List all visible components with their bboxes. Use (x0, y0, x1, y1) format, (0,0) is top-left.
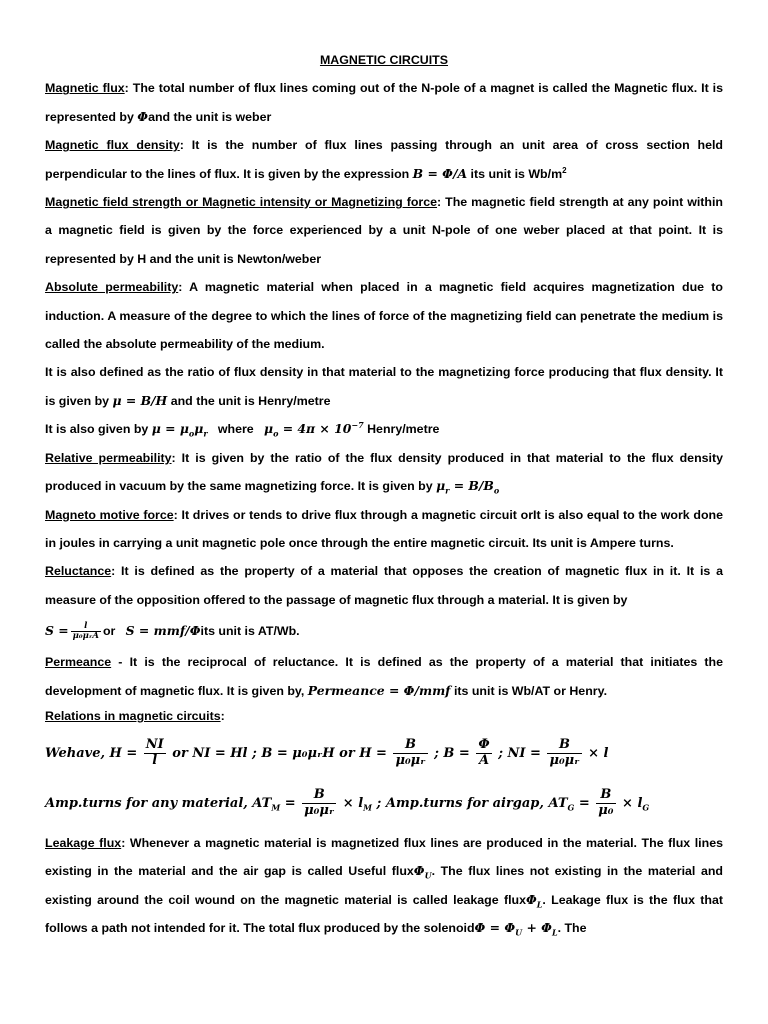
mmf-text: It drives or tends to drive flux through a magnetic circuit orIt is also equal to the work done in joules in carrying a unit magnetic pole once through the entire magnetic circuit. Its unit is Ampere turns. (45, 507, 723, 550)
term-reluctance: Reluctance (45, 564, 112, 579)
relative-permeability-paragraph: Relative permeability: It is given by the ratio of the flux density produced in that material to the flux density produced in vacuum by the same magnetizing force. It is given by $\mu_r = B/B_o$ (45, 450, 723, 496)
term-field-strength: Magnetic field strength or Magnetic intensity or Magnetizing force (45, 195, 438, 210)
term-leakage-flux: Leakage flux (45, 835, 122, 850)
leakage-flux-symbol: $\Phi_L$ (525, 891, 543, 910)
term-mmf: Magneto motive force (45, 507, 174, 522)
absolute-permeability-paragraph: Absolute permeability: A magnetic material when placed in a magnetic field acquires magnetization due to induction. A measure of the degree to which the lines of force of the magnetizing field can penetrate the medium is called the absolute permeability of the medium. (45, 280, 723, 352)
flux-density-unit-sup: 2 (562, 165, 567, 175)
abs-perm-alt-text: It is also given by (45, 422, 152, 437)
term-magnetic-flux: Magnetic flux (45, 81, 125, 96)
permeance-formula: Permeance = Φ/mmf (307, 682, 451, 698)
permeance-unit: its unit is Wb/AT or Henry. (450, 683, 608, 698)
fraction-b-mu-material: $\frac{B}{\text{μ₀μᵣ}}$ (304, 787, 335, 818)
flux-symbol: Φ (137, 108, 149, 124)
abs-perm-where: where (217, 422, 254, 437)
leakage-text-2: . The flux lines not existing in the material and existing around the coil wound on the magnetic material is called leakage flux (45, 864, 723, 907)
field-strength-text: The magnetic field strength at any point within a magnetic field is given by the force experienced by a unit N-pole of one weber placed at that point. It is represented by H and the unit is Newton/weber (45, 195, 723, 266)
mu-zero-formula: $\mu_o = 4\pi \times 10^{-7}$ (264, 420, 364, 439)
leakage-text-1: Whenever a magnetic material is magnetized flux lines are produced in the material. The flux lines existing in the material and the air gap is called Useful flux (45, 835, 723, 879)
reluctance-or: or (102, 624, 116, 639)
reluctance-fraction: $\frac{l}{\text{μ₀μᵣA}}$ (72, 620, 99, 642)
abs-perm-unit: and the unit is Henry/metre (167, 393, 331, 408)
absolute-permeability-alt-paragraph (45, 415, 723, 443)
absolute-permeability-text: A magnetic material when placed in a magnetic field acquires magnetization due to induction. A measure of the degree to which the lines of force of the magnetizing field can penetrate the medium is called the absolute permeability of the medium. (45, 280, 723, 352)
relative-permeability-text: It is given by the ratio of the flux density produced in that material to the flux density produced in vacuum by the same magnetizing force. It is given by (45, 450, 723, 494)
magnetic-flux-text-after: and the unit is weber (148, 109, 272, 124)
flux-density-unit: its unit is Wb/m (467, 166, 563, 181)
mmf-paragraph: Magneto motive force: It drives or tends to drive flux through a magnetic circuit orIt is also equal to the work done in joules in carrying a unit magnetic pole once through the entire magnetic circuit. Its unit is Ampere turns. (45, 507, 723, 550)
fraction-b-mu-2: $\frac{B}{\text{μ₀μᵣ}}$ (549, 737, 580, 768)
abs-perm-ratio-text: It is also defined as the ratio of flux density in that material to the magnetizing force producing that flux density. It is given by (45, 365, 723, 408)
permeance-text: - It is the reciprocal of reluctance. It is defined as the property of a material that initiates the development of magnetic flux. It is given by, (45, 655, 723, 698)
reluctance-formula2: S = mmf/Φ (125, 623, 201, 639)
relations-heading-line: Relations in magnetic circuits: (45, 708, 225, 723)
leakage-text-4: . The (557, 921, 587, 936)
field-strength-paragraph: Magnetic field strength or Magnetic intensity or Magnetizing force: The magnetic field strength at any point within a magnetic field is given by the force experienced by a unit N-pole of one weber placed at that point. It is represented by H and the unit is Newton/weber (45, 195, 723, 266)
useful-flux-symbol: $\Phi_U$ (413, 863, 432, 881)
abs-perm-alt-formula: $\mu = \mu_o\mu_r$ (151, 421, 208, 439)
magnetic-flux-paragraph: Magnetic flux: The total number of flux lines coming out of the N-pole of a magnet is called the Magnetic flux. It is represented by Φand the unit is weber (45, 81, 723, 124)
reluctance-lhs: S = (45, 623, 69, 639)
absolute-permeability-ratio-paragraph (45, 358, 723, 415)
reluctance-unit: its unit is AT/Wb. (200, 624, 300, 639)
fraction-b-mu-airgap: $\frac{B}{\text{μ₀}}$ (598, 787, 614, 818)
permeance-paragraph (45, 648, 723, 705)
page-title: MAGNETIC CIRCUITS (319, 53, 449, 67)
reluctance-text: It is defined as the property of a material that opposes the creation of magnetic flux in it. It is a measure of the opposition offered to the passage of magnetic flux through a material. It is given by (45, 564, 723, 607)
fraction-b-mu: $\frac{B}{\text{μ₀μᵣ}}$ (395, 737, 426, 768)
flux-density-formula: B = Φ/A (412, 165, 468, 181)
total-flux-formula: $\Phi = \Phi_U + \Phi_L$ (474, 920, 558, 938)
relations-equation-1: Wehave, H = $\frac{NI}{l}$ or NI = Hl ; B = μ₀μᵣH or H = $\frac{B}{\text{μ₀μᵣ}}$ ; B = $\frac{\Phi}{A}$ ; NI = $\frac{B}{\text{μ₀μᵣ}}$ × l (45, 737, 609, 768)
leakage-flux-paragraph: Leakage flux: Whenever a magnetic material is magnetized flux lines are produced in the material. The flux lines existing in the material and the air gap is called Useful fluxΦ$_U$. The flux lines not existing in the material and existing around the coil wound on the magnetic material is called leakage fluxΦ$_L$. Leakage flux is the flux that follows a path not intended for it. The total flux produced by the solenoidΦ = $\Phi_U + \Phi_L$. The (45, 835, 723, 938)
term-absolute-permeability: Absolute permeability (45, 280, 179, 295)
term-permeance: Permeance (45, 655, 112, 670)
magnetic-flux-text: The total number of flux lines coming out of the N-pole of a magnet is called the Magnetic flux. It is represented by (45, 81, 723, 124)
relative-permeability-formula: $\mu_r = B/B_o$ (436, 478, 500, 496)
mu-zero-unit: Henry/metre (363, 422, 440, 437)
relations-equation-2: Amp.turns for any material, $AT_M$ = $\frac{B}{\text{μ₀μᵣ}}$ × $l_M$ ; Amp.turns for airgap, $AT_G$ = $\frac{B}{\text{μ₀}}$ × $l_G$ (45, 787, 650, 818)
abs-perm-formula: μ = B/H (112, 392, 168, 408)
reluctance-formula-line (45, 614, 723, 648)
term-relations: Relations in magnetic circuits (45, 708, 221, 723)
flux-density-paragraph: Magnetic flux density: It is the number of flux lines passing through an unit area of cross section held perpendicular to the lines of flux. It is given by the expression B = Φ/A its unit is $Wb/m^2$ (45, 138, 724, 181)
term-flux-density: Magnetic flux density (45, 138, 180, 153)
term-relative-permeability: Relative permeability (45, 450, 172, 465)
leakage-text-3: . Leakage flux is the flux that follows a path not intended for it. The total flux produced by the solenoid (45, 892, 723, 936)
fraction-phi-a: $\frac{\Phi}{A}$ (478, 737, 490, 768)
reluctance-paragraph: Reluctance: It is defined as the property of a material that opposes the creation of magnetic flux in it. It is a measure of the opposition offered to the passage of magnetic flux through a material. It is given by (45, 564, 723, 607)
document-page (45, 46, 723, 943)
fraction-ni-l: $\frac{NI}{l}$ (145, 737, 164, 768)
flux-density-text: It is the number of flux lines passing through an unit area of cross section held perpendicular to the lines of flux. It is given by the expression (45, 138, 724, 181)
